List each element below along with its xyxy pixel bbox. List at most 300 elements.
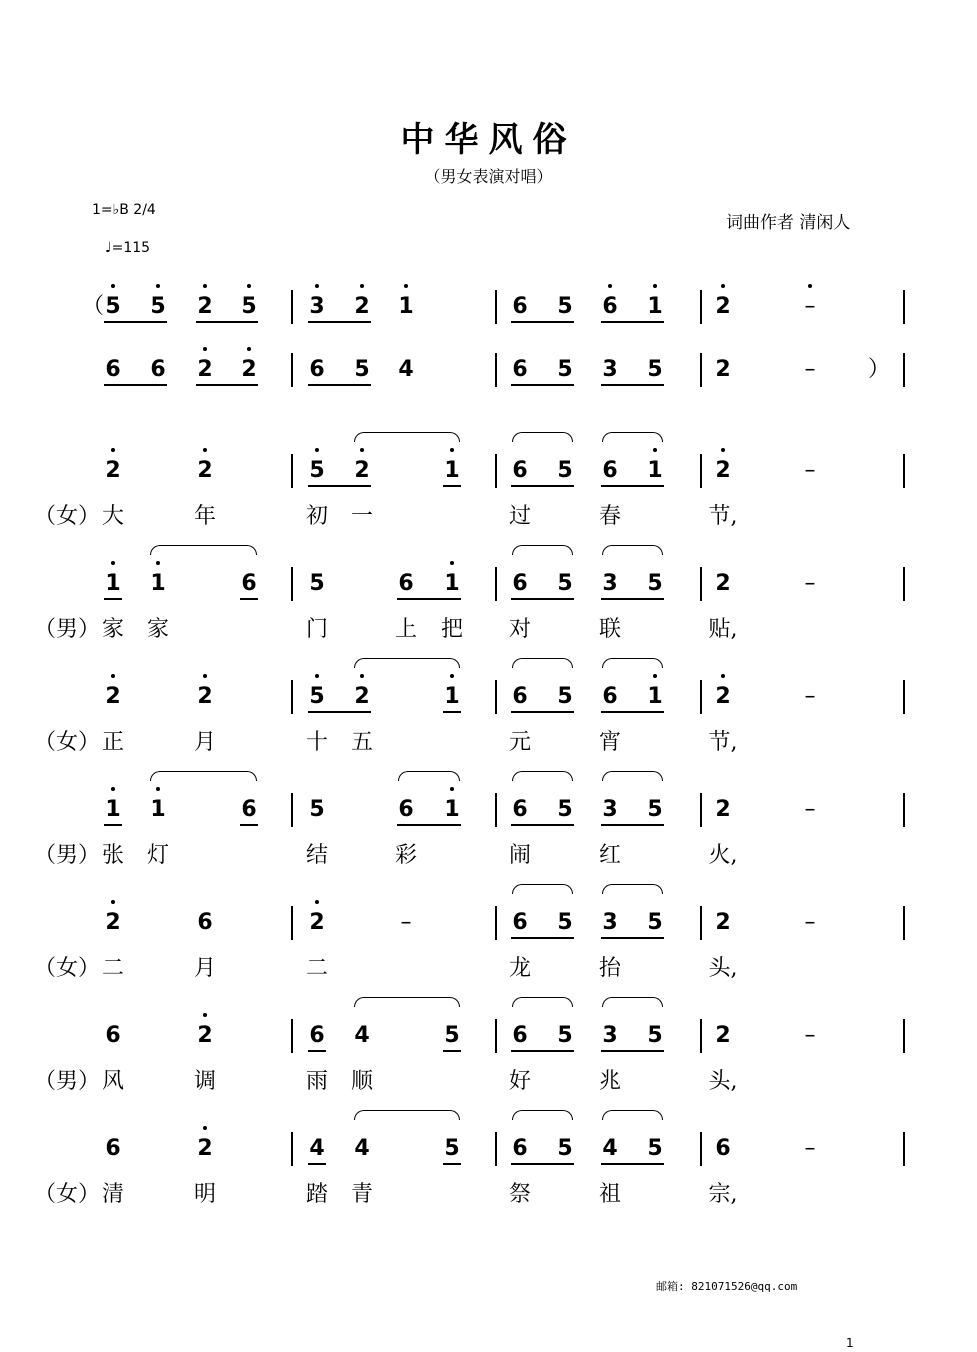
- lyric-char: 节,: [708, 504, 738, 529]
- note: 6: [602, 294, 618, 319]
- note: 2: [715, 797, 731, 822]
- lyric-char: 兆: [598, 1069, 621, 1094]
- lyric-char: 宗,: [708, 1182, 738, 1207]
- octave-dot: [156, 561, 160, 565]
- note: 1: [647, 684, 663, 709]
- note: 2: [309, 910, 325, 935]
- slur-arc: [150, 771, 257, 781]
- note: 5: [309, 797, 325, 822]
- note: 6: [512, 571, 528, 596]
- note: 6: [512, 910, 528, 935]
- note: 5: [557, 357, 573, 382]
- barline: [291, 906, 293, 940]
- barline: [291, 680, 293, 714]
- note: 1: [105, 797, 121, 822]
- note: 4: [354, 1023, 370, 1048]
- note: 6: [398, 797, 414, 822]
- slur-arc: [512, 884, 573, 894]
- lyric-char: 调: [193, 1069, 216, 1094]
- slur-arc: [354, 432, 460, 442]
- barline: [903, 680, 905, 714]
- underline-beam: [601, 711, 664, 713]
- note: 5: [557, 571, 573, 596]
- note: 1: [647, 294, 663, 319]
- note: 5: [557, 910, 573, 935]
- slur-arc: [354, 1110, 460, 1120]
- lyric-char: 上: [394, 617, 417, 642]
- octave-dot: [450, 561, 454, 565]
- note: 6: [398, 571, 414, 596]
- underline-beam: [511, 598, 574, 600]
- underline-beam: [511, 1050, 574, 1052]
- lyric-char: 风: [101, 1069, 124, 1094]
- note: 1: [444, 684, 460, 709]
- slur-arc: [512, 1110, 573, 1120]
- note: 5: [647, 1136, 663, 1161]
- octave-dot: [111, 284, 115, 288]
- note: 6: [512, 797, 528, 822]
- singer-role: （女）: [34, 956, 101, 981]
- barline: [291, 290, 293, 324]
- barline: [903, 567, 905, 601]
- octave-dot: [203, 1126, 207, 1130]
- lyric-char: 好: [508, 1069, 531, 1094]
- note: 4: [309, 1136, 325, 1161]
- underline-beam: [511, 1163, 574, 1165]
- note: 5: [241, 294, 257, 319]
- note: 5: [150, 294, 166, 319]
- email-contact: 邮箱: 821071526@qq.com: [656, 1280, 798, 1293]
- note: 6: [309, 357, 325, 382]
- octave-dot: [156, 787, 160, 791]
- note: 5: [444, 1023, 460, 1048]
- barline: [700, 290, 702, 324]
- slur-arc: [512, 771, 573, 781]
- note: 1: [150, 571, 166, 596]
- note: 6: [241, 571, 257, 596]
- slur-arc: [512, 658, 573, 668]
- dash-note: –: [804, 1136, 816, 1161]
- underline-beam: [511, 321, 574, 323]
- note: 1: [444, 458, 460, 483]
- barline: [291, 454, 293, 488]
- note: 1: [647, 458, 663, 483]
- singer-role: （女）: [34, 504, 101, 529]
- note: 5: [557, 1023, 573, 1048]
- octave-dot: [360, 448, 364, 452]
- octave-dot: [111, 900, 115, 904]
- underline-beam: [601, 1050, 664, 1052]
- barline: [291, 567, 293, 601]
- note: 1: [444, 797, 460, 822]
- lyric-char: 家: [101, 617, 124, 642]
- singer-role: （男）: [34, 843, 101, 868]
- octave-dot: [203, 674, 207, 678]
- underline-beam: [511, 384, 574, 386]
- note: 4: [398, 357, 414, 382]
- lyric-char: 头,: [708, 956, 738, 981]
- intro-close-paren: ）: [868, 357, 891, 382]
- barline: [495, 793, 497, 827]
- barline: [495, 680, 497, 714]
- note: 6: [309, 1023, 325, 1048]
- barline: [700, 1132, 702, 1166]
- lyric-char: 二: [305, 956, 328, 981]
- note: 6: [150, 357, 166, 382]
- barline: [903, 1019, 905, 1053]
- lyric-char: 灯: [146, 843, 169, 868]
- underline-beam: [308, 711, 371, 713]
- note: 2: [715, 458, 731, 483]
- underline-beam: [511, 485, 574, 487]
- slur-arc: [602, 1110, 663, 1120]
- underline-beam: [397, 824, 461, 826]
- barline: [903, 793, 905, 827]
- note: 6: [602, 684, 618, 709]
- lyric-char: 雨: [305, 1069, 328, 1094]
- underline-beam: [601, 485, 664, 487]
- lyric-char: 初: [305, 504, 328, 529]
- note: 6: [105, 1023, 121, 1048]
- note: 3: [309, 294, 325, 319]
- underline-beam: [443, 485, 461, 487]
- octave-dot: [721, 284, 725, 288]
- underline-beam: [104, 384, 167, 386]
- note: 4: [354, 1136, 370, 1161]
- lyric-char: 联: [598, 617, 621, 642]
- singer-role: （男）: [34, 1069, 101, 1094]
- octave-dot: [721, 674, 725, 678]
- barline: [495, 567, 497, 601]
- note: 1: [444, 571, 460, 596]
- barline: [495, 906, 497, 940]
- underline-beam: [601, 937, 664, 939]
- underline-beam: [308, 321, 371, 323]
- octave-dot: [203, 284, 207, 288]
- note: 2: [715, 684, 731, 709]
- note: 6: [512, 1136, 528, 1161]
- underline-beam: [240, 824, 258, 826]
- underline-beam: [601, 384, 664, 386]
- lyric-char: 火,: [708, 843, 738, 868]
- slur-arc: [602, 771, 663, 781]
- underline-beam: [601, 1163, 664, 1165]
- slur-arc: [602, 997, 663, 1007]
- underline-beam: [240, 598, 258, 600]
- dash-note: –: [804, 910, 816, 935]
- lyric-char: 贴,: [708, 617, 738, 642]
- slur-arc: [512, 432, 573, 442]
- barline: [495, 290, 497, 324]
- note: 2: [105, 684, 121, 709]
- note: 6: [602, 458, 618, 483]
- barline: [291, 353, 293, 387]
- lyric-char: 月: [193, 730, 216, 755]
- lyric-char: 春: [598, 504, 621, 529]
- note: 5: [647, 797, 663, 822]
- octave-dot: [360, 674, 364, 678]
- barline: [291, 793, 293, 827]
- octave-dot: [203, 448, 207, 452]
- singer-role: （女）: [34, 1182, 101, 1207]
- slur-arc: [512, 997, 573, 1007]
- lyric-char: 节,: [708, 730, 738, 755]
- lyric-char: 五: [350, 730, 373, 755]
- lyric-char: 对: [508, 617, 531, 642]
- underline-beam: [511, 824, 574, 826]
- octave-dot: [315, 674, 319, 678]
- octave-dot: [653, 284, 657, 288]
- barline: [700, 1019, 702, 1053]
- underline-beam: [308, 485, 371, 487]
- octave-dot: [360, 284, 364, 288]
- song-title: 中华风俗: [400, 120, 577, 160]
- barline: [903, 353, 905, 387]
- note: 3: [602, 571, 618, 596]
- note: 5: [557, 1136, 573, 1161]
- octave-dot: [404, 284, 408, 288]
- dash-note: –: [804, 797, 816, 822]
- note: 5: [105, 294, 121, 319]
- lyric-char: 祖: [598, 1182, 621, 1207]
- lyric-char: 二: [101, 956, 124, 981]
- barline: [700, 906, 702, 940]
- octave-dot: [450, 448, 454, 452]
- barline: [700, 353, 702, 387]
- barline: [700, 793, 702, 827]
- lyric-char: 把: [440, 617, 463, 642]
- note: 3: [602, 910, 618, 935]
- note: 2: [354, 458, 370, 483]
- barline: [495, 1019, 497, 1053]
- note: 5: [557, 797, 573, 822]
- barline: [700, 454, 702, 488]
- barline: [291, 1019, 293, 1053]
- lyric-char: 年: [193, 504, 216, 529]
- octave-dot: [111, 787, 115, 791]
- note: 6: [512, 458, 528, 483]
- intro-open-paren: （: [82, 294, 105, 319]
- note: 5: [647, 1023, 663, 1048]
- octave-dot: [450, 674, 454, 678]
- tempo-marking: ♩=115: [105, 240, 151, 256]
- barline: [495, 454, 497, 488]
- underline-beam: [308, 1050, 326, 1052]
- lyric-char: 月: [193, 956, 216, 981]
- note: 2: [105, 910, 121, 935]
- underline-beam: [511, 711, 574, 713]
- note: 2: [197, 1136, 213, 1161]
- barline: [903, 454, 905, 488]
- note: 6: [241, 797, 257, 822]
- note: 6: [197, 910, 213, 935]
- lyric-char: 清: [101, 1182, 124, 1207]
- barline: [700, 567, 702, 601]
- note: 2: [715, 357, 731, 382]
- slur-arc: [602, 432, 663, 442]
- dash-note: –: [804, 357, 816, 382]
- underline-beam: [397, 598, 461, 600]
- underline-beam: [196, 321, 258, 323]
- composer-credit: 词曲作者 清闲人: [726, 213, 851, 233]
- dash-note: –: [400, 910, 412, 935]
- note: 5: [309, 571, 325, 596]
- underline-beam: [443, 1050, 461, 1052]
- note: 5: [557, 294, 573, 319]
- underline-beam: [104, 824, 122, 826]
- lyric-char: 一: [350, 504, 373, 529]
- song-subtitle: （男女表演对唱）: [424, 167, 553, 186]
- note: 6: [512, 1023, 528, 1048]
- lyric-char: 大: [101, 504, 124, 529]
- barline: [495, 353, 497, 387]
- octave-dot: [315, 900, 319, 904]
- slur-arc: [602, 545, 663, 555]
- note: 5: [557, 684, 573, 709]
- note: 5: [557, 458, 573, 483]
- note: 5: [309, 458, 325, 483]
- note: 5: [647, 357, 663, 382]
- note: 6: [105, 357, 121, 382]
- note: 1: [398, 294, 414, 319]
- dash-note: –: [804, 294, 816, 319]
- lyric-char: 红: [598, 843, 621, 868]
- note: 6: [105, 1136, 121, 1161]
- lyric-char: 宵: [598, 730, 621, 755]
- octave-dot: [203, 1013, 207, 1017]
- dash-note: –: [804, 684, 816, 709]
- note: 5: [647, 910, 663, 935]
- slur-arc: [602, 658, 663, 668]
- lyric-char: 彩: [394, 843, 417, 868]
- note: 2: [197, 684, 213, 709]
- underline-beam: [104, 321, 167, 323]
- lyric-char: 家: [146, 617, 169, 642]
- lyric-char: 张: [101, 843, 124, 868]
- slur-arc: [150, 545, 257, 555]
- lyric-char: 青: [350, 1182, 373, 1207]
- slur-arc: [398, 771, 460, 781]
- singer-role: （男）: [34, 617, 101, 642]
- note: 2: [197, 294, 213, 319]
- octave-dot: [203, 347, 207, 351]
- note: 2: [105, 458, 121, 483]
- note: 1: [105, 571, 121, 596]
- note: 3: [602, 1023, 618, 1048]
- note: 2: [715, 910, 731, 935]
- octave-dot: [315, 448, 319, 452]
- lyric-char: 过: [508, 504, 531, 529]
- note: 6: [512, 294, 528, 319]
- underline-beam: [443, 1163, 461, 1165]
- octave-dot: [315, 284, 319, 288]
- note: 3: [602, 357, 618, 382]
- dash-note: –: [804, 571, 816, 596]
- octave-dot: [653, 448, 657, 452]
- note: 2: [354, 684, 370, 709]
- dash-note: –: [804, 1023, 816, 1048]
- note: 4: [602, 1136, 618, 1161]
- underline-beam: [601, 824, 664, 826]
- note: 2: [354, 294, 370, 319]
- barline: [495, 1132, 497, 1166]
- lyric-char: 抬: [598, 956, 621, 981]
- lyric-char: 结: [305, 843, 328, 868]
- note: 2: [197, 1023, 213, 1048]
- page-number: 1: [846, 1336, 854, 1350]
- lyric-char: 头,: [708, 1069, 738, 1094]
- barline: [903, 290, 905, 324]
- note: 6: [715, 1136, 731, 1161]
- octave-dot: [111, 674, 115, 678]
- lyric-char: 门: [305, 617, 328, 642]
- barline: [903, 1132, 905, 1166]
- note: 5: [647, 571, 663, 596]
- note: 1: [150, 797, 166, 822]
- note: 2: [715, 294, 731, 319]
- underline-beam: [601, 598, 664, 600]
- barline: [700, 680, 702, 714]
- note: 5: [309, 684, 325, 709]
- octave-dot: [721, 448, 725, 452]
- octave-dot: [808, 284, 812, 288]
- octave-dot: [450, 787, 454, 791]
- lyric-char: 正: [101, 730, 124, 755]
- lyric-char: 踏: [305, 1182, 328, 1207]
- octave-dot: [156, 284, 160, 288]
- note: 5: [444, 1136, 460, 1161]
- underline-beam: [443, 711, 461, 713]
- lyric-char: 龙: [508, 956, 531, 981]
- note: 6: [512, 357, 528, 382]
- note: 2: [715, 1023, 731, 1048]
- key-signature: 1=♭B 2/4: [92, 202, 156, 218]
- lyric-char: 明: [193, 1182, 216, 1207]
- octave-dot: [111, 561, 115, 565]
- note: 2: [715, 571, 731, 596]
- note: 2: [197, 357, 213, 382]
- octave-dot: [653, 674, 657, 678]
- underline-beam: [511, 937, 574, 939]
- underline-beam: [601, 321, 664, 323]
- slur-arc: [354, 997, 460, 1007]
- note: 3: [602, 797, 618, 822]
- lyric-char: 顺: [350, 1069, 373, 1094]
- slur-arc: [512, 545, 573, 555]
- lyric-char: 十: [305, 730, 328, 755]
- underline-beam: [308, 384, 371, 386]
- underline-beam: [308, 1163, 326, 1165]
- dash-note: –: [804, 458, 816, 483]
- underline-beam: [104, 598, 122, 600]
- barline: [903, 906, 905, 940]
- singer-role: （女）: [34, 730, 101, 755]
- barline: [291, 1132, 293, 1166]
- note: 6: [512, 684, 528, 709]
- note: 5: [354, 357, 370, 382]
- note: 2: [241, 357, 257, 382]
- octave-dot: [247, 284, 251, 288]
- slur-arc: [354, 658, 460, 668]
- note: 2: [197, 458, 213, 483]
- lyric-char: 闹: [508, 843, 531, 868]
- underline-beam: [196, 384, 258, 386]
- lyric-char: 祭: [508, 1182, 531, 1207]
- slur-arc: [602, 884, 663, 894]
- octave-dot: [111, 448, 115, 452]
- octave-dot: [608, 284, 612, 288]
- octave-dot: [247, 347, 251, 351]
